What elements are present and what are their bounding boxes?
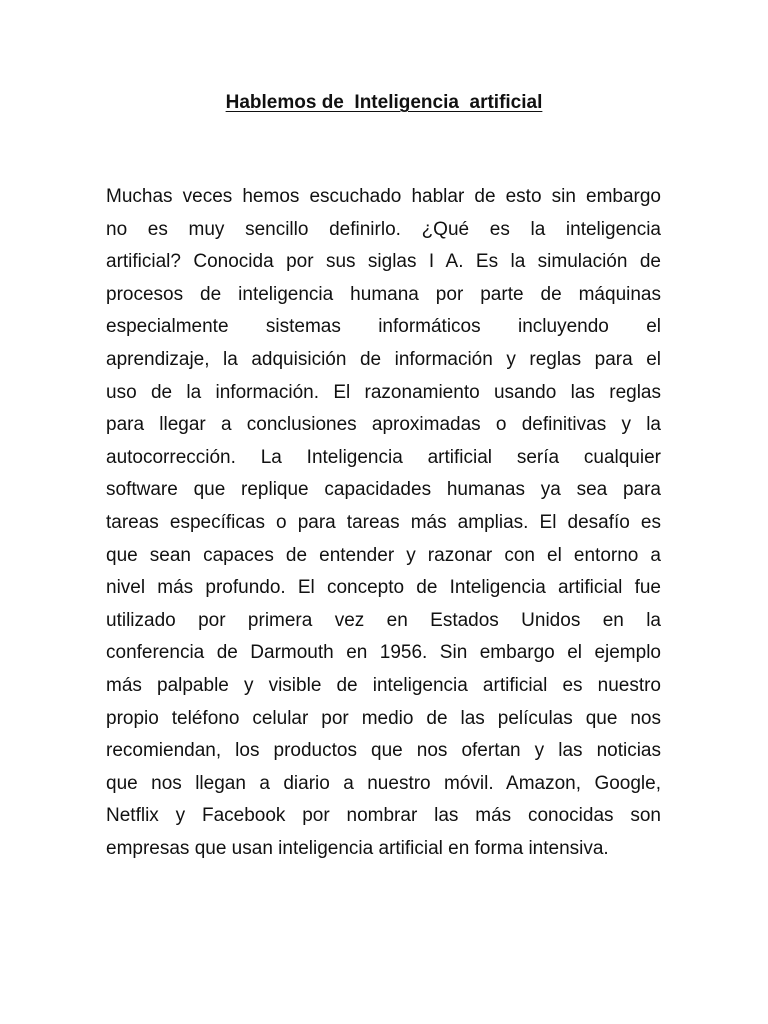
body-line: utilizado por primera vez en Estados Unidos en la: [106, 609, 661, 631]
document-body: [106, 181, 661, 865]
body-line: procesos de inteligencia humana por parte de máquinas: [106, 283, 661, 305]
body-line: propio teléfono celular por medio de las películas que nos: [106, 707, 661, 729]
body-line: uso de la información. El razonamiento usando las reglas: [106, 381, 661, 403]
body-line: más palpable y visible de inteligencia artificial es nuestro: [106, 674, 661, 696]
body-line: empresas que usan inteligencia artificial en forma intensiva.: [106, 837, 609, 859]
body-line: Muchas veces hemos escuchado hablar de esto sin embargo: [106, 186, 661, 207]
body-line: tareas específicas o para tareas más amplias. El desafío es: [106, 511, 661, 533]
body-line: nivel más profundo. El concepto de Inteligencia artificial fue: [106, 577, 661, 599]
body-line: recomiendan, los productos que nos ofertan y las noticias: [106, 740, 661, 762]
document-title: [0, 92, 768, 114]
body-line: no es muy sencillo definirlo. ¿Qué es la inteligencia: [106, 218, 661, 240]
body-line: conferencia de Darmouth en 1956. Sin embargo el ejemplo: [106, 642, 661, 664]
document-title-text: Hablemos de Inteligencia artificial: [225, 92, 543, 113]
body-line: aprendizaje, la adquisición de información y reglas para el: [106, 348, 661, 370]
body-line: que nos llegan a diario a nuestro móvil. Amazon, Google,: [106, 772, 661, 794]
body-line: artificial? Conocida por sus siglas I A. Es la simulación de: [106, 251, 661, 273]
body-line: que sean capaces de entender y razonar con el entorno a: [106, 544, 661, 566]
body-line: software que replique capacidades humanas ya sea para: [106, 479, 661, 501]
body-line: para llegar a conclusiones aproximadas o definitivas y la: [106, 414, 661, 436]
body-line: autocorrección. La Inteligencia artificial sería cualquier: [106, 446, 661, 468]
body-line: Netflix y Facebook por nombrar las más conocidas son: [106, 805, 661, 827]
body-line: especialmente sistemas informáticos incluyendo el: [106, 316, 661, 338]
